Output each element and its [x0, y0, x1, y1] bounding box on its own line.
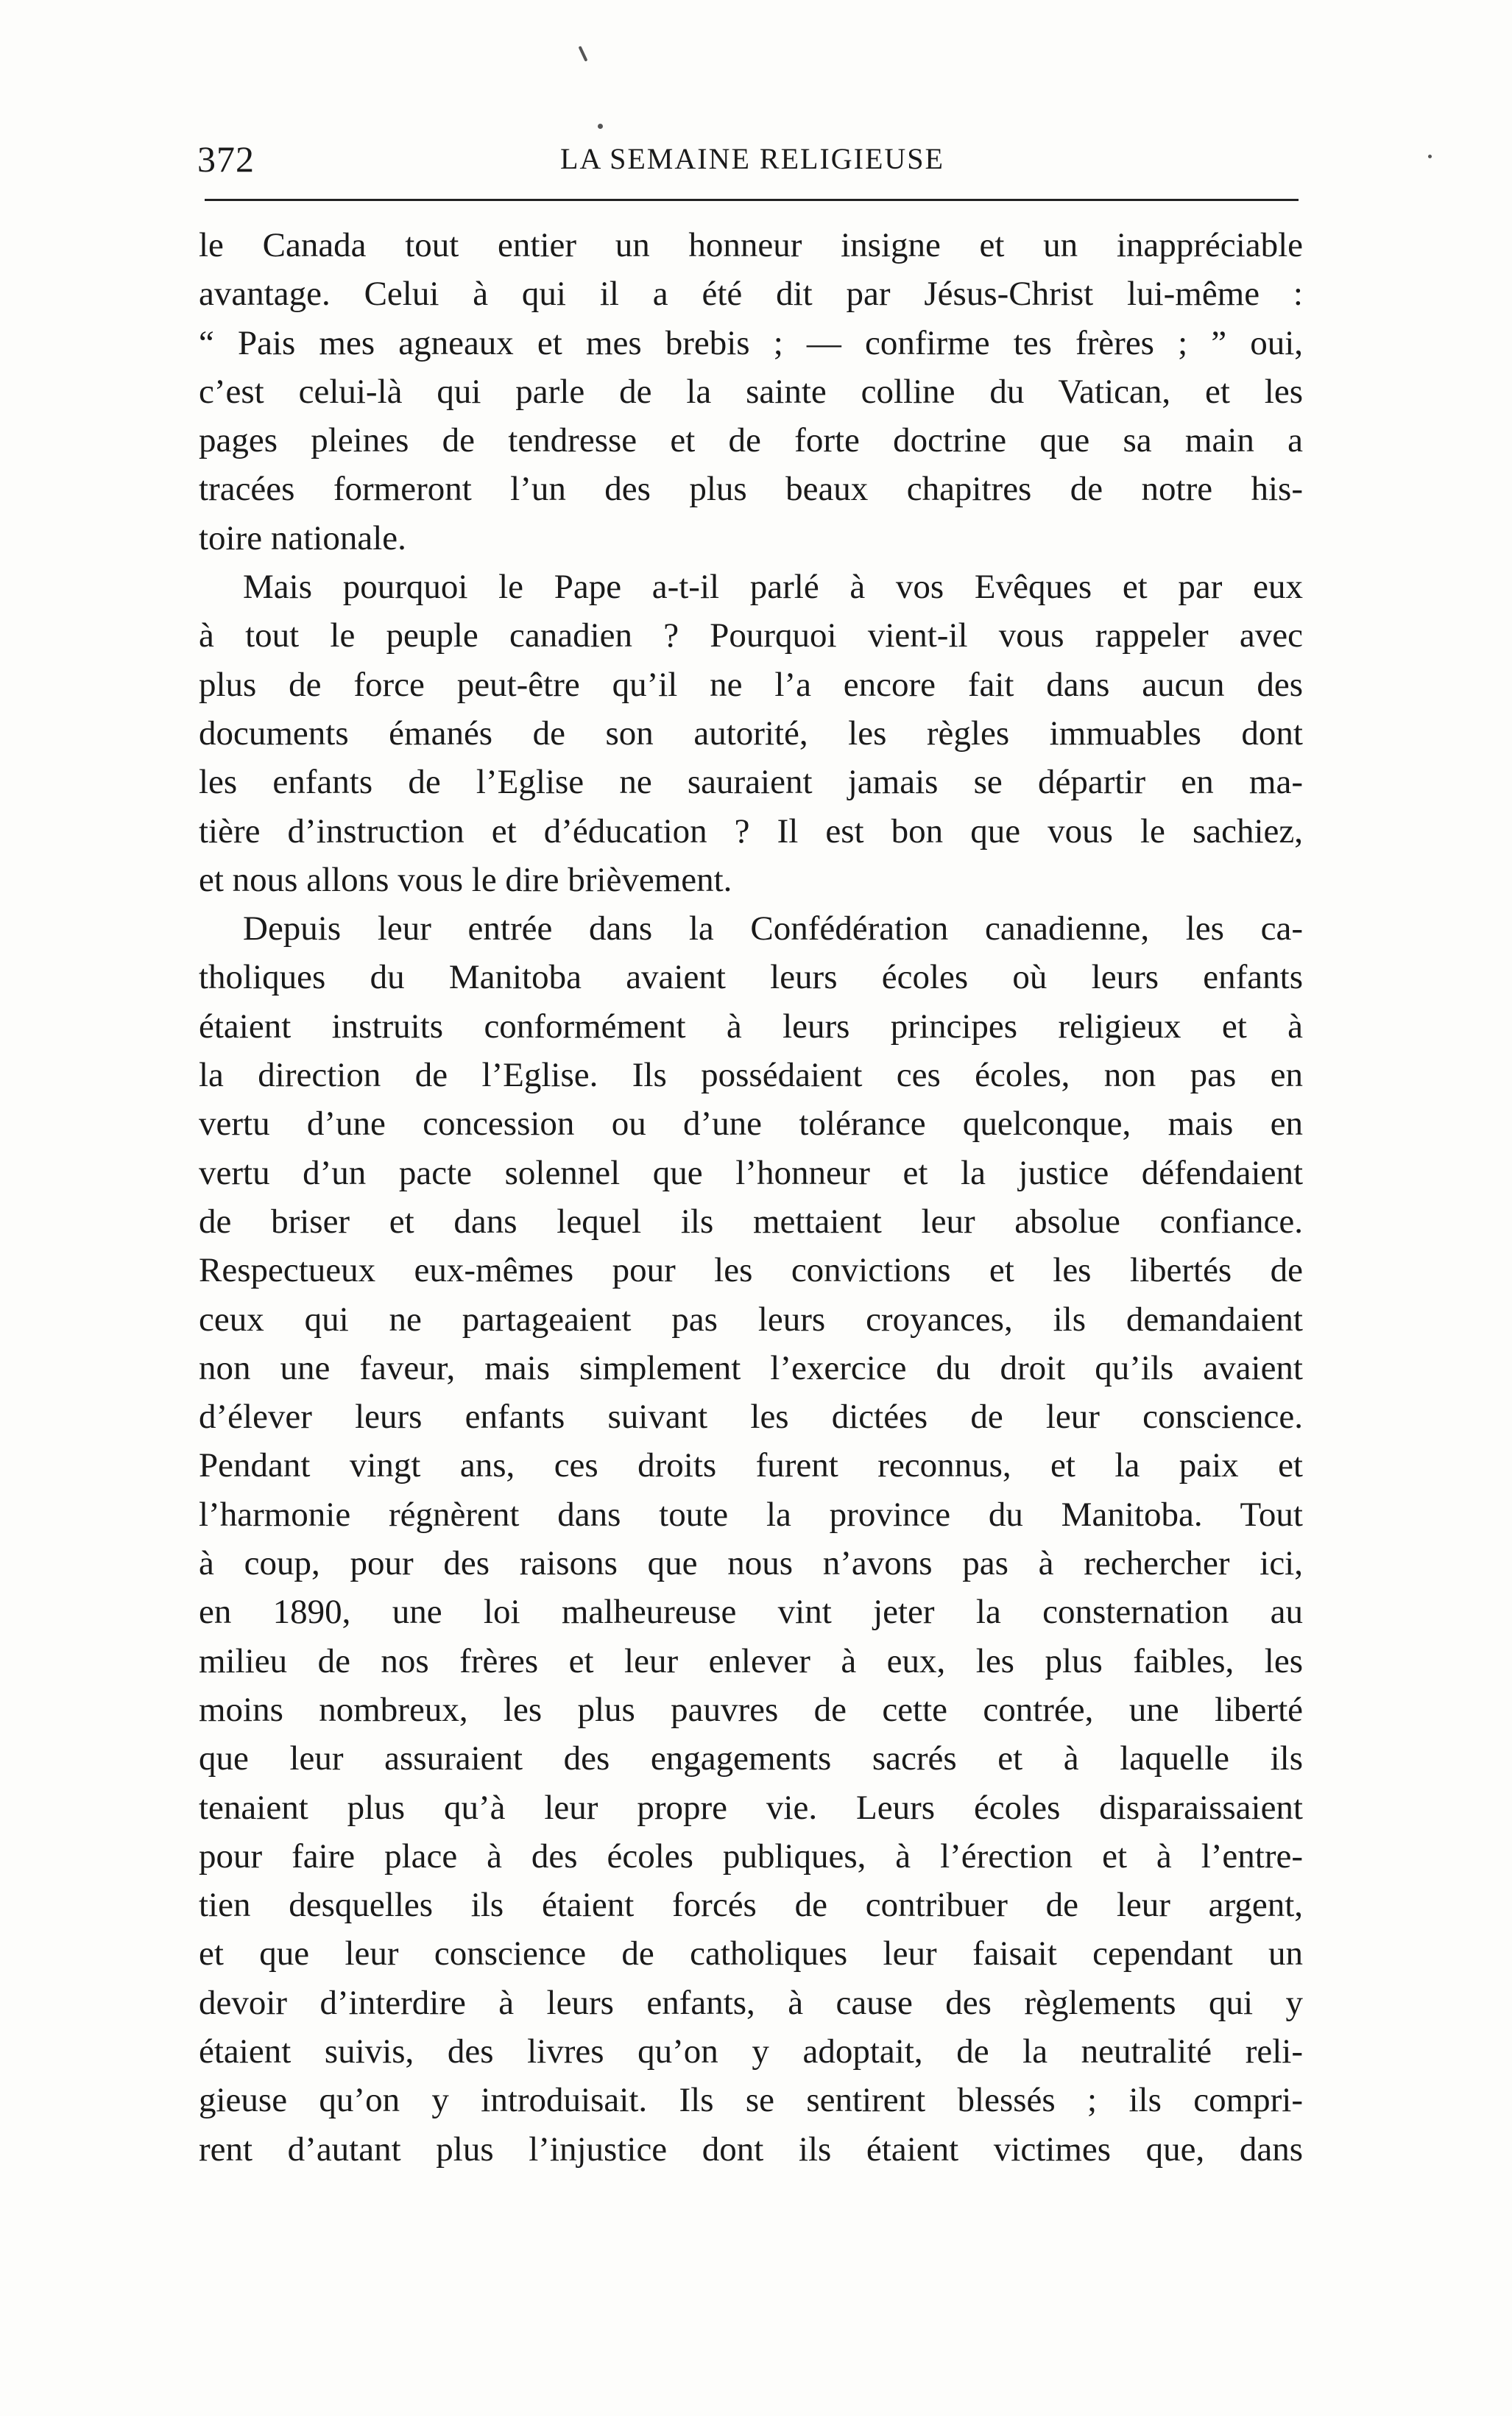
text-line: tenaient plus qu’à leur propre vie. Leurs écoles disparaissaient — [199, 1788, 1303, 1827]
text-line: étaient suivis, des livres qu’on y adoptait, de la neutralité reli- — [199, 2032, 1303, 2071]
running-head — [197, 137, 1307, 181]
text-line: en 1890, une loi malheureuse vint jeter la consternation au — [199, 1593, 1303, 1632]
text-line: toire nationale. — [199, 518, 406, 557]
text-line: rent d’autant plus l’injustice dont ils étaient victimes que, dans — [199, 2130, 1303, 2169]
text-line: la direction de l’Eglise. Ils possédaient ces écoles, non pas en — [199, 1056, 1303, 1095]
text-line: vertu d’une concession ou d’une tolérance quelconque, mais en — [199, 1105, 1303, 1144]
text-line: vertu d’un pacte solennel que l’honneur et la justice défendaient — [199, 1153, 1303, 1192]
text-line: non une faveur, mais simplement l’exercice du droit qu’ils avaient — [199, 1348, 1303, 1387]
text-line: tière d’instruction et d’éducation ? Il est bon que vous le sachiez, — [199, 811, 1303, 850]
text-line: à coup, pour des raisons que nous n’avons pas à rechercher ici, — [199, 1544, 1303, 1583]
text-line: moins nombreux, les plus pauvres de cette contrée, une liberté — [199, 1690, 1303, 1729]
text-line: devoir d’interdire à leurs enfants, à cause des règlements qui y — [199, 1983, 1303, 2022]
ink-speck — [1428, 155, 1432, 158]
text-line: plus de force peut-être qu’il ne l’a encore fait dans aucun des — [199, 665, 1303, 704]
text-line: Respectueux eux-mêmes pour les convictions et les libertés de — [199, 1251, 1303, 1290]
running-title: LA SEMAINE RELIGIEUSE — [560, 142, 944, 175]
text-line: étaient instruits conformément à leurs principes religieux et à — [199, 1007, 1303, 1046]
text-line: l’harmonie régnèrent dans toute la province du Manitoba. Tout — [199, 1495, 1303, 1534]
text-line: c’est celui-là qui parle de la sainte colline du Vatican, et les — [199, 372, 1303, 411]
text-line: documents émanés de son autorité, les règles immuables dont — [199, 714, 1303, 753]
ink-speck — [579, 46, 588, 62]
text-line: milieu de nos frères et leur enlever à eux, les plus faibles, les — [199, 1641, 1303, 1680]
text-line: les enfants de l’Eglise ne sauraient jamais se départir en ma- — [199, 763, 1303, 802]
ink-speck — [598, 124, 603, 129]
text-line: Mais pourquoi le Pape a-t-il parlé à vos Evêques et par eux — [243, 568, 1303, 607]
text-line: avantage. Celui à qui il a été dit par Jésus-Christ lui-même : — [199, 275, 1303, 314]
text-line: “ Pais mes agneaux et mes brebis ; — confirme tes frères ; ” oui, — [199, 323, 1303, 362]
text-line: tracées formeront l’un des plus beaux chapitres de notre his- — [199, 470, 1303, 509]
text-line: de briser et dans lequel ils mettaient leur absolue confiance. — [199, 1202, 1303, 1241]
text-line: et que leur conscience de catholiques leur faisait cependant un — [199, 1934, 1303, 1973]
header-rule — [205, 199, 1299, 201]
page-number: 372 — [197, 138, 255, 180]
text-line: Pendant vingt ans, ces droits furent reconnus, et la paix et — [199, 1446, 1303, 1485]
text-line: pour faire place à des écoles publiques, à l’érection et à l’entre- — [199, 1836, 1303, 1876]
body-text — [199, 221, 1303, 2174]
text-line: d’élever leurs enfants suivant les dictées de leur conscience. — [199, 1398, 1303, 1437]
text-line: tholiques du Manitoba avaient leurs écoles où leurs enfants — [199, 958, 1303, 997]
text-line: ceux qui ne partageaient pas leurs croyances, ils demandaient — [199, 1300, 1303, 1339]
text-line: pages pleines de tendresse et de forte doctrine que sa main a — [199, 421, 1303, 460]
text-line: le Canada tout entier un honneur insigne et un inappréciable — [199, 226, 1303, 264]
text-line: à tout le peuple canadien ? Pourquoi vient-il vous rappeler avec — [199, 616, 1303, 655]
text-line: gieuse qu’on y introduisait. Ils se sentirent blessés ; ils compri- — [199, 2081, 1303, 2120]
text-line: Depuis leur entrée dans la Confédération canadienne, les ca- — [243, 909, 1303, 948]
text-line: et nous allons vous le dire brièvement. — [199, 860, 732, 899]
text-line: tien desquelles ils étaient forcés de contribuer de leur argent, — [199, 1886, 1303, 1925]
text-line: que leur assuraient des engagements sacrés et à laquelle ils — [199, 1739, 1303, 1778]
